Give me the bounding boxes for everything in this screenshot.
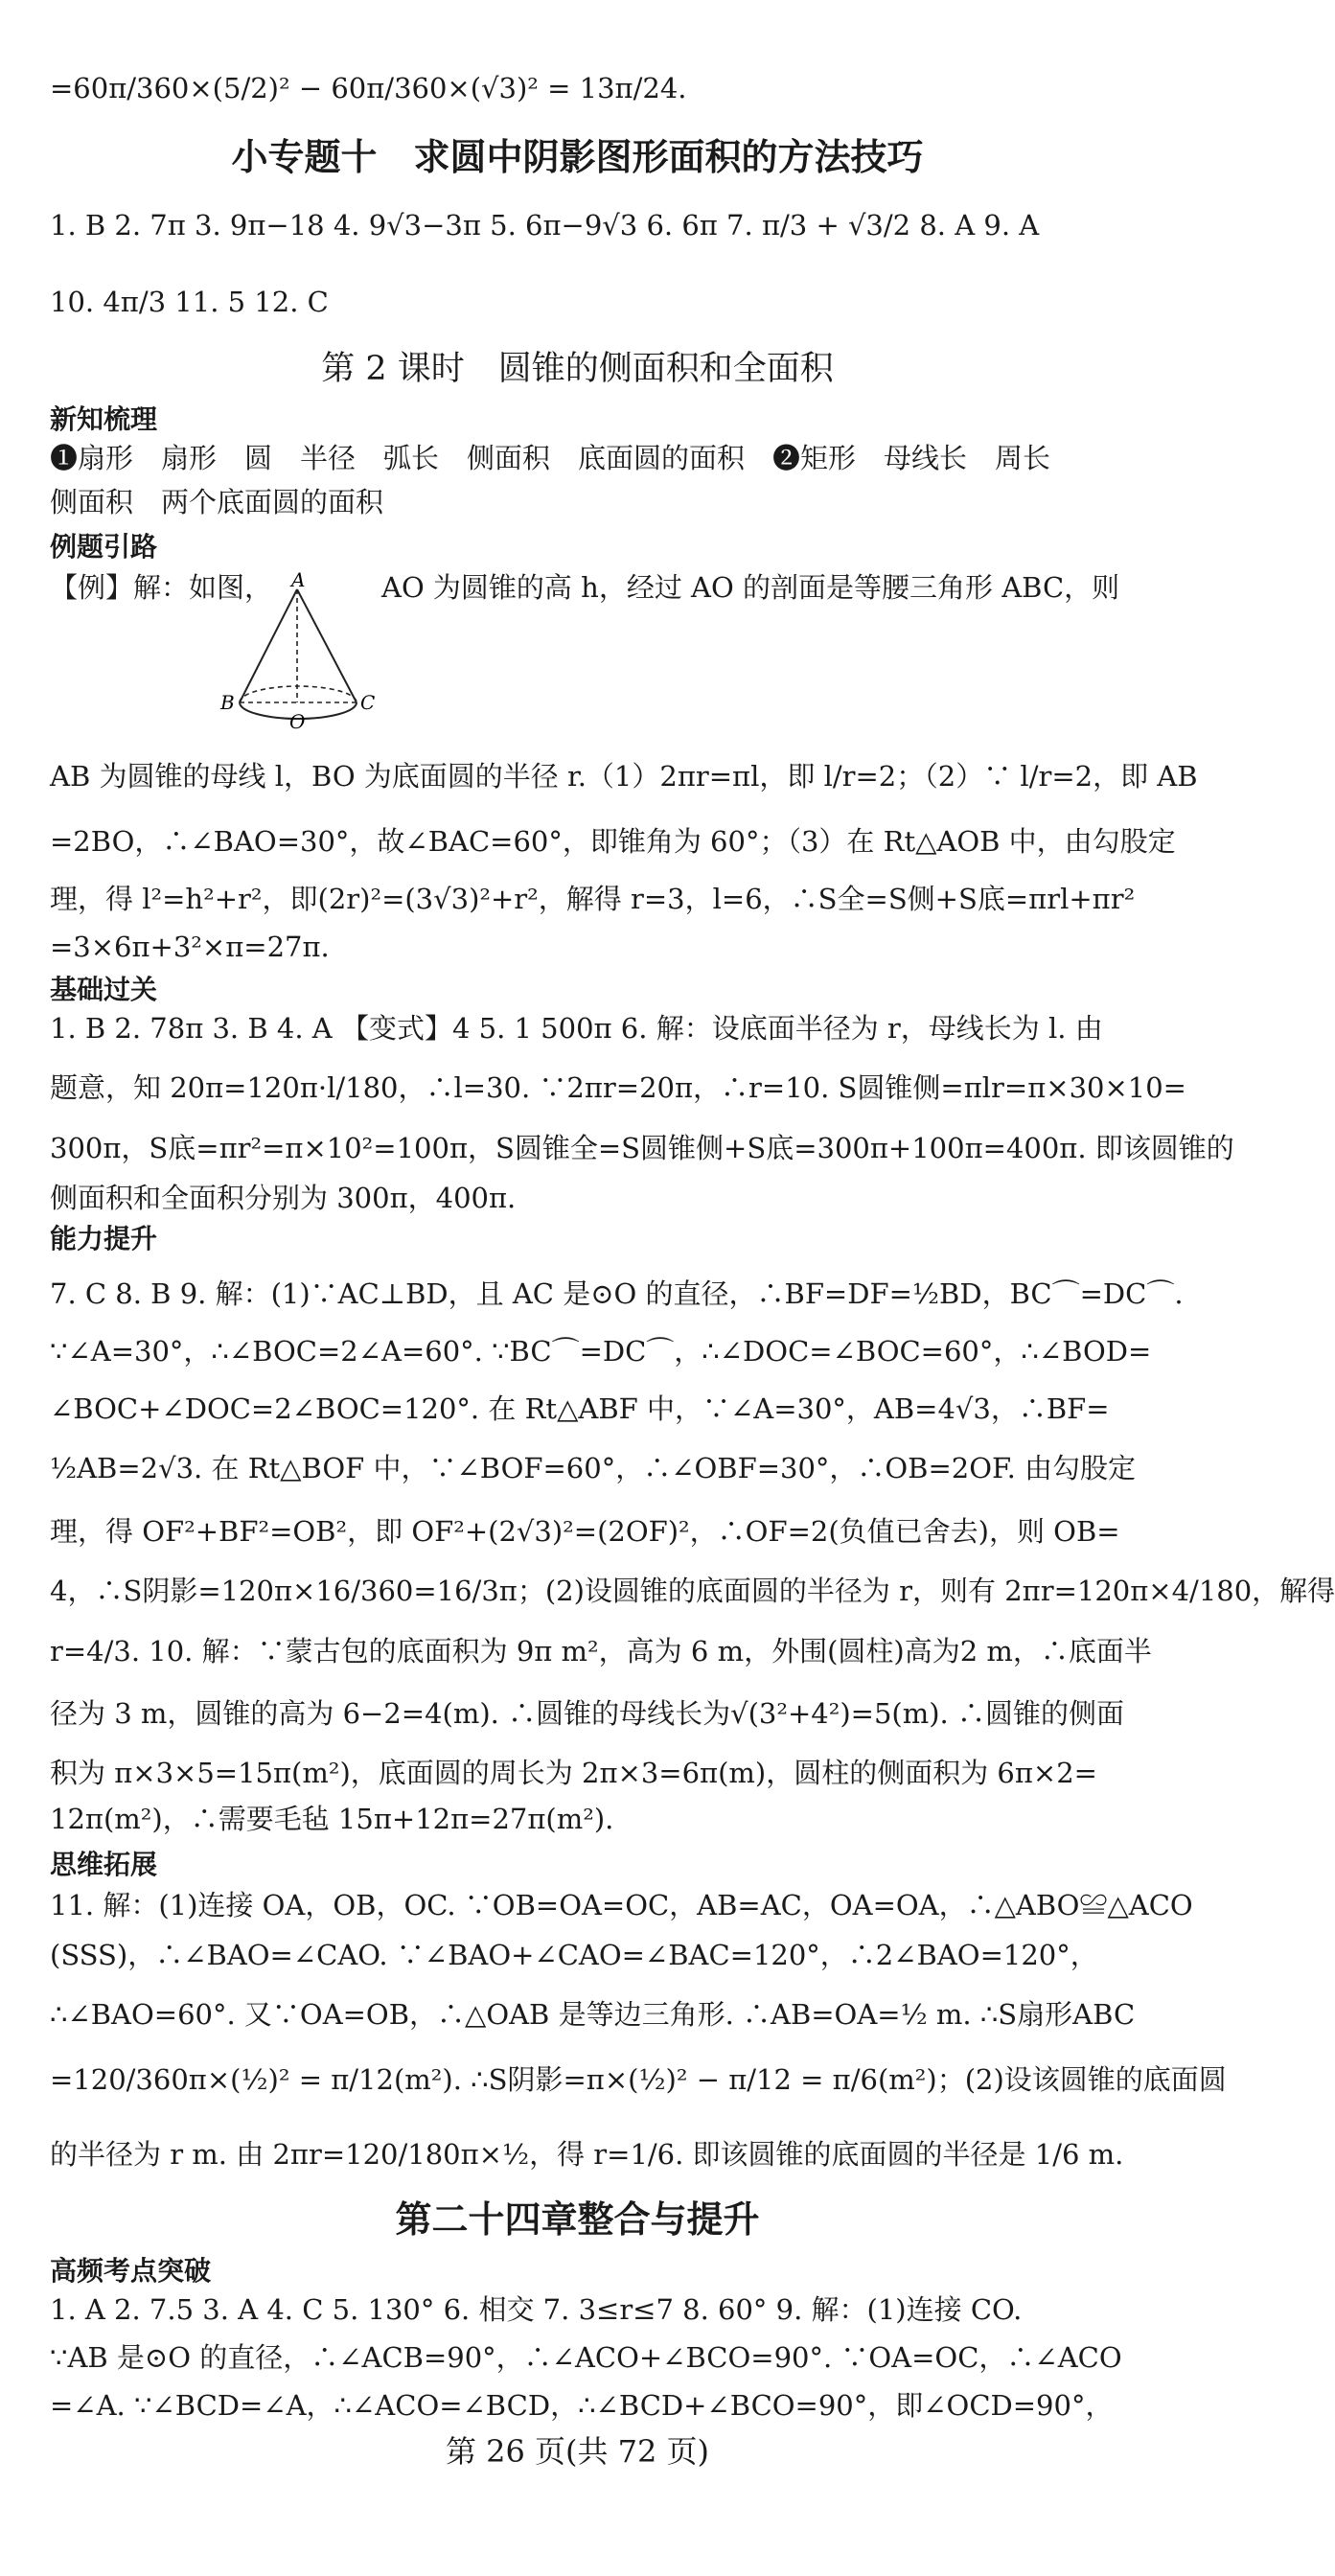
text-line: AO 为圆锥的高 h，经过 AO 的剖面是等腰三角形 ABC，则 [381, 571, 1120, 604]
text-line: AB 为圆锥的母线 l，BO 为底面圆的半径 r.（1）2πr=πl，即 l/r=2；（2）∵ l/r=2，即 AB [50, 760, 1198, 793]
text-line: ∵∠A=30°，∴∠BOC=2∠A=60°. ∵BC⌒=DC⌒，∴∠DOC=∠BOC=60°，∴∠BOD= [50, 1335, 1152, 1368]
text-line: 积为 π×3×5=15π(m²)，底面圆的周长为 2π×3=6π(m)，圆柱的侧面积为 6π×2= [50, 1757, 1097, 1789]
text-line: =60π/360×(5/2)² − 60π/360×(√3)² = 13π/24. [50, 72, 687, 104]
label-b: B [220, 691, 235, 714]
lesson-heading: 第 2 课时 圆锥的侧面积和全面积 [321, 350, 834, 388]
section-heading: 基础过关 [50, 974, 158, 1005]
text-line: 题意，知 20π=120π·l/180，∴l=30. ∵2πr=20π，∴r=10. S圆锥侧=πlr=π×30×10= [50, 1071, 1186, 1104]
text-line: 1. B 2. 78π 3. B 4. A 【变式】4 5. 1 500π 6. 解：设底面半径为 r，母线长为 l. 由 [50, 1012, 1103, 1045]
text-line: =∠A. ∵∠BCD=∠A，∴∠ACO=∠BCD，∴∠BCD+∠BCO=90°，即∠OCD=90°， [50, 2389, 1114, 2422]
section-heading: 能力提升 [50, 1223, 158, 1254]
section-heading: 新知梳理 [50, 403, 158, 435]
text-line: 的半径为 r m. 由 2πr=120/180π×½，得 r=1/6. 即该圆锥的底面圆的半径是 1/6 m. [50, 2138, 1124, 2171]
label-c: C [360, 691, 376, 714]
text-line: =120/360π×(½)² = π/12(m²). ∴S阴影=π×(½)² − π/12 = π/6(m²)；(2)设该圆锥的底面圆 [50, 2063, 1227, 2096]
text-line: 理，得 OF²+BF²=OB²，即 OF²+(2√3)²=(2OF)²，∴OF=2(负值已舍去)，则 OB= [50, 1515, 1120, 1548]
section-heading: 思维拓展 [50, 1849, 158, 1880]
text-line: r=4/3. 10. 解：∵蒙古包的底面积为 9π m²，高为 6 m，外围(圆柱)高为2 m，∴底面半 [50, 1635, 1152, 1668]
text-line: 4，∴S阴影=120π×16/360=16/3π；(2)设圆锥的底面圆的半径为 r，则有 2πr=120π×4/180，解得 [50, 1575, 1335, 1607]
text-line: 12π(m²)，∴需要毛毡 15π+12π=27π(m²). [50, 1803, 614, 1835]
section-heading: 例题引路 [50, 531, 158, 563]
text-line: 7. C 8. B 9. 解：(1)∵AC⊥BD，且 AC 是⊙O 的直径，∴BF=DF=½BD，BC⌒=DC⌒. [50, 1277, 1184, 1310]
text-line: ½AB=2√3. 在 Rt△BOF 中，∵∠BOF=60°，∴∠OBF=30°，∴OB=2OF. 由勾股定 [50, 1452, 1137, 1484]
text-line: 径为 3 m，圆锥的高为 6−2=4(m). ∴圆锥的母线长为√(3²+4²)=5(m). ∴圆锥的侧面 [50, 1697, 1124, 1730]
text-line: 理，得 l²=h²+r²，即(2r)²=(3√3)²+r²，解得 r=3，l=6，∴S全=S侧+S底=πrl+πr² [50, 883, 1136, 915]
cone-figure [213, 568, 376, 733]
section-heading: 高频考点突破 [50, 2255, 212, 2287]
label-a: A [291, 568, 306, 591]
answer-line: 1. B 2. 7π 3. 9π−18 4. 9√3−3π 5. 6π−9√3 6. 6π 7. π/3 + √3/2 8. A 9. A [50, 209, 1040, 242]
text-line: 侧面积 两个底面圆的面积 [50, 486, 384, 518]
text-line: (SSS)，∴∠BAO=∠CAO. ∵∠BAO+∠CAO=∠BAC=120°，∴2∠BAO=120°， [50, 1939, 1098, 1971]
text-line: ∠BOC+∠DOC=2∠BOC=120°. 在 Rt△ABF 中，∵∠A=30°，AB=4√3，∴BF= [50, 1392, 1110, 1425]
text-line: ∴∠BAO=60°. 又∵OA=OB，∴△OAB 是等边三角形. ∴AB=OA=½ m. ∴S扇形ABC [50, 1998, 1136, 2031]
page-footer: 第 26 页(共 72 页) [445, 2433, 710, 2470]
text-line: 11. 解：(1)连接 OA，OB，OC. ∵OB=OA=OC，AB=AC，OA=OA，∴△ABO≌△ACO [50, 1889, 1193, 1921]
answer-line: 10. 4π/3 11. 5 12. C [50, 286, 329, 318]
text-line: =2BO，∴∠BAO=30°，故∠BAC=60°，即锥角为 60°；（3）在 Rt△AOB 中，由勾股定 [50, 825, 1176, 858]
text-line: =3×6π+3²×π=27π. [50, 931, 330, 963]
text-line: ❶扇形 扇形 圆 半径 弧长 侧面积 底面圆的面积 ❷矩形 母线长 周长 [50, 442, 1051, 474]
text-line: 300π，S底=πr²=π×10²=100π，S圆锥全=S圆锥侧+S底=300π+100π=400π. 即该圆锥的 [50, 1132, 1234, 1164]
text-line: 侧面积和全面积分别为 300π，400π. [50, 1182, 517, 1214]
text-line: 1. A 2. 7.5 3. A 4. C 5. 130° 6. 相交 7. 3≤r≤7 8. 60° 9. 解：(1)连接 CO. [50, 2293, 1023, 2326]
label-o: O [289, 710, 306, 733]
topic-heading: 小专题十 求圆中阴影图形面积的方法技巧 [231, 136, 924, 178]
chapter-heading: 第二十四章整合与提升 [395, 2198, 760, 2241]
text-line: 【例】解：如图， [50, 571, 273, 604]
text-line: ∵AB 是⊙O 的直径，∴∠ACB=90°，∴∠ACO+∠BCO=90°. ∵OA=OC，∴∠ACO [50, 2341, 1122, 2374]
